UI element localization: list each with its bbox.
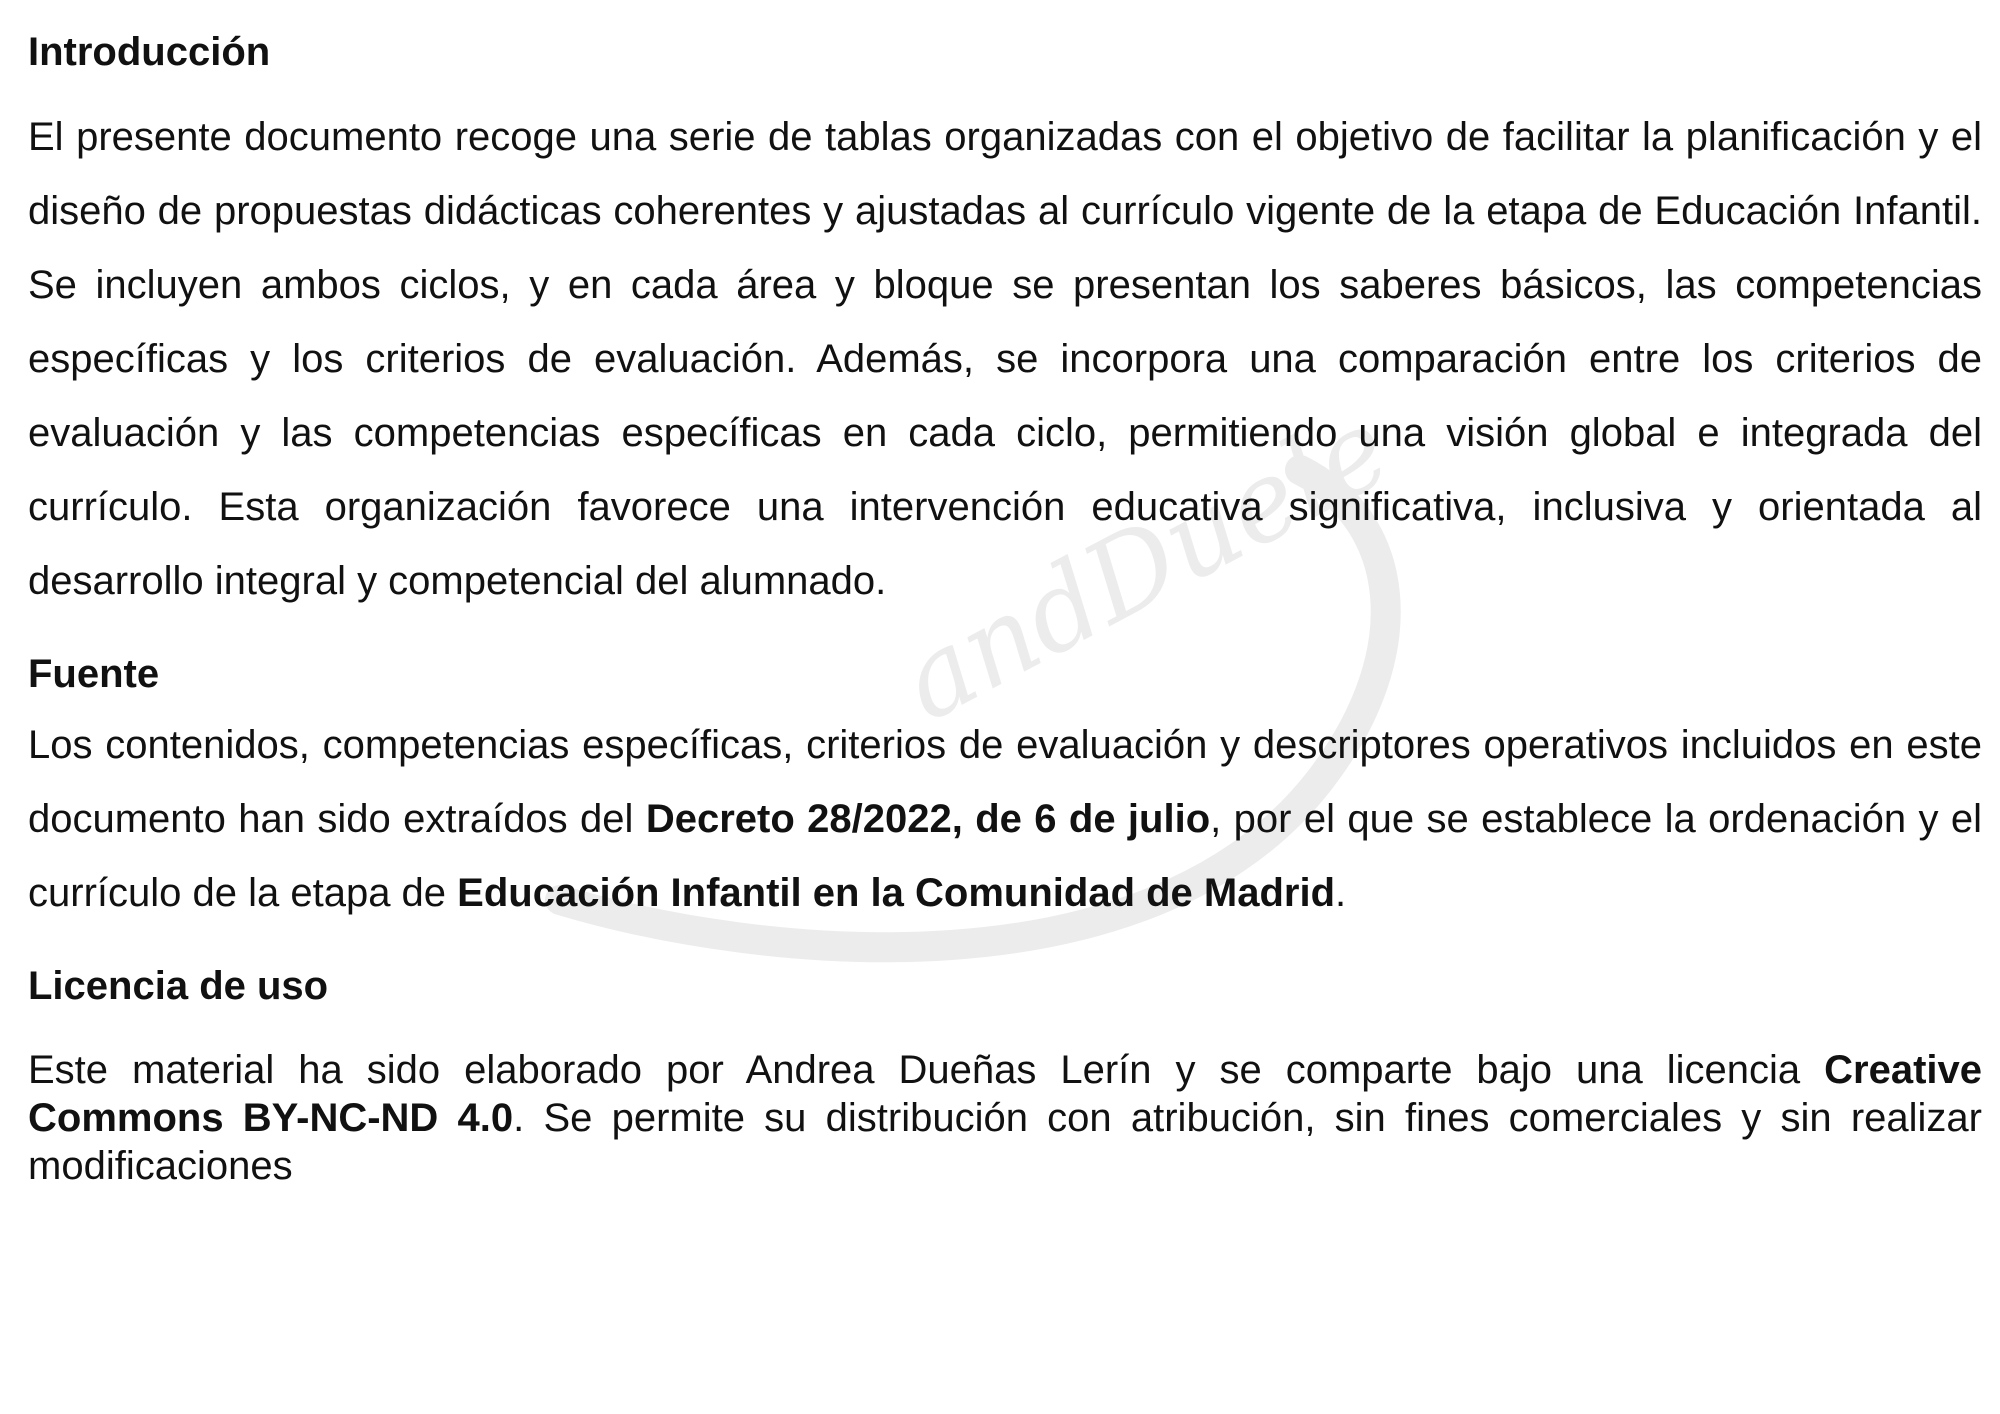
source-text-2: , por el que se establece la ordenación y el currículo de la etapa de — [28, 797, 1982, 915]
license-text-2: . Se permite su distribución con atribución, sin fines comerciales y sin realizar modificaciones — [28, 1096, 1982, 1188]
intro-paragraph: El presente documento recoge una serie de tablas organizadas con el objetivo de facilitar la planificación y el diseño de propuestas didácticas coherentes y ajustadas al currículo vigente de la etapa de Educación Infantil. Se incluyen ambos ciclos, y en cada área y bloque se presentan los saberes básicos, las competencias específicas y los criterios de evaluación. Además, se incorpora una comparación entre los criterios de evaluación y las competencias específicas en cada ciclo, permitiendo una visión global e integrada del currículo. Esta organización favorece una intervención educativa significativa, inclusiva y orientada al desarrollo integral y competencial del alumnado. — [28, 115, 1982, 603]
source-text-1: Los contenidos, competencias específicas, criterios de evaluación y descriptores operativos incluidos en este documento han sido extraídos del — [28, 723, 1982, 841]
watermark-text: andDuele — [880, 383, 1410, 746]
license-name: Creative Commons BY-NC-ND 4.0 — [28, 1048, 1982, 1140]
license-paragraph — [28, 1046, 1982, 1190]
stage-reference: Educación Infantil en la Comunidad de Madrid — [457, 871, 1336, 915]
decree-reference: Decreto 28/2022, de 6 de julio — [645, 797, 1211, 841]
source-heading: Fuente — [28, 652, 160, 696]
intro-heading: Introducción — [28, 30, 271, 74]
source-text-3: . — [1335, 871, 1347, 915]
license-text-1: Este material ha sido elaborado por Andrea Dueñas Lerín y se comparte bajo una licencia — [28, 1048, 1825, 1092]
license-heading: Licencia de uso — [28, 964, 329, 1008]
source-paragraph — [28, 708, 1982, 930]
document-body — [28, 22, 1982, 1190]
